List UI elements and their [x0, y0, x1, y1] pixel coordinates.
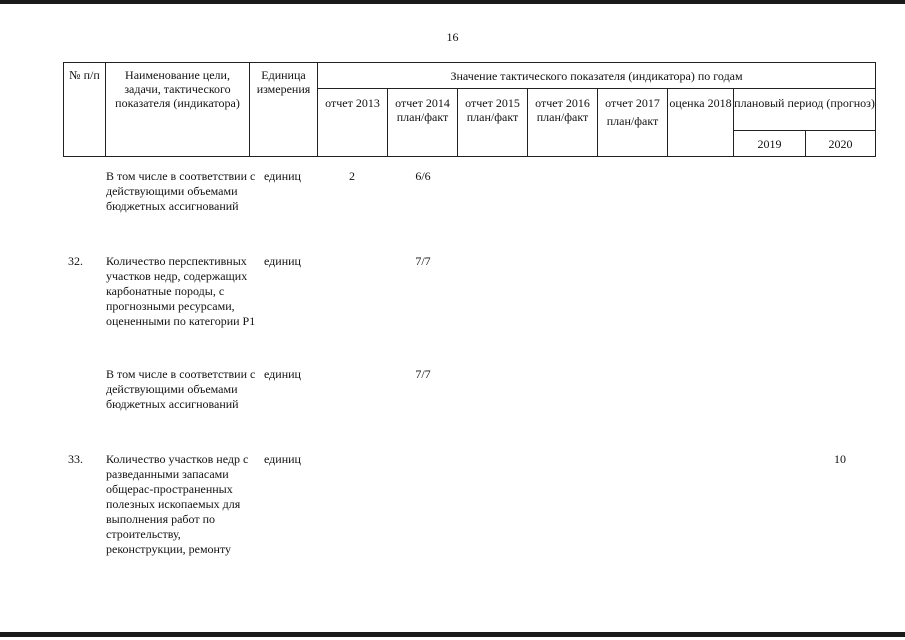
header-2020: 2020	[806, 131, 876, 157]
row-unit: единиц	[264, 452, 301, 466]
row-unit: единиц	[264, 169, 301, 183]
header-2014: отчет 2014 план/факт	[388, 89, 458, 157]
header-2019: 2019	[734, 131, 806, 157]
header-values-group: Значение тактического показателя (индикатора) по годам	[318, 63, 876, 89]
row-name: В том числе в соответствии с действующими объемами бюджетных ассигнований	[106, 169, 256, 213]
row-num: 33.	[68, 452, 83, 466]
row-unit: единиц	[264, 254, 301, 268]
header-2017: отчет 2017 план/факт	[598, 89, 668, 157]
row-name: Количество перспективных участков недр, содержащих карбонатные породы, с прогнозными ресурсами, оцененными по категории Р1	[106, 254, 256, 328]
row-value-2013: 2	[349, 169, 355, 183]
row-value-2020: 10	[834, 452, 846, 466]
row-value-2014: 7/7	[415, 367, 431, 381]
header-2016: отчет 2016 план/факт	[528, 89, 598, 157]
row-value-2014: 7/7	[415, 254, 431, 268]
bottom-border	[0, 632, 905, 637]
row-unit: единиц	[264, 367, 301, 381]
header-num: № п/п	[64, 63, 106, 157]
header-unit: Единица измерения	[250, 63, 318, 157]
row-num: 32.	[68, 254, 83, 268]
header-2018: оценка 2018	[668, 89, 734, 157]
row-name: Количество участков недр с разведанными запасами общерас-пространенных полезных ископаемых для выполнения работ по строительству, реконструкции, ремонту	[106, 452, 249, 556]
row-value-2014: 6/6	[415, 169, 431, 183]
header-2013: отчет 2013	[318, 89, 388, 157]
page-number: 16	[446, 30, 459, 44]
header-2015: отчет 2015 план/факт	[458, 89, 528, 157]
top-border	[0, 0, 905, 4]
table-header	[63, 62, 876, 157]
header-name: Наименование цели, задачи, тактического показателя (индикатора)	[106, 63, 250, 157]
header-planned-period: плановый период (прогноз)	[734, 89, 876, 131]
row-name: В том числе в соответствии с действующими объемами бюджетных ассигнований	[106, 367, 256, 411]
